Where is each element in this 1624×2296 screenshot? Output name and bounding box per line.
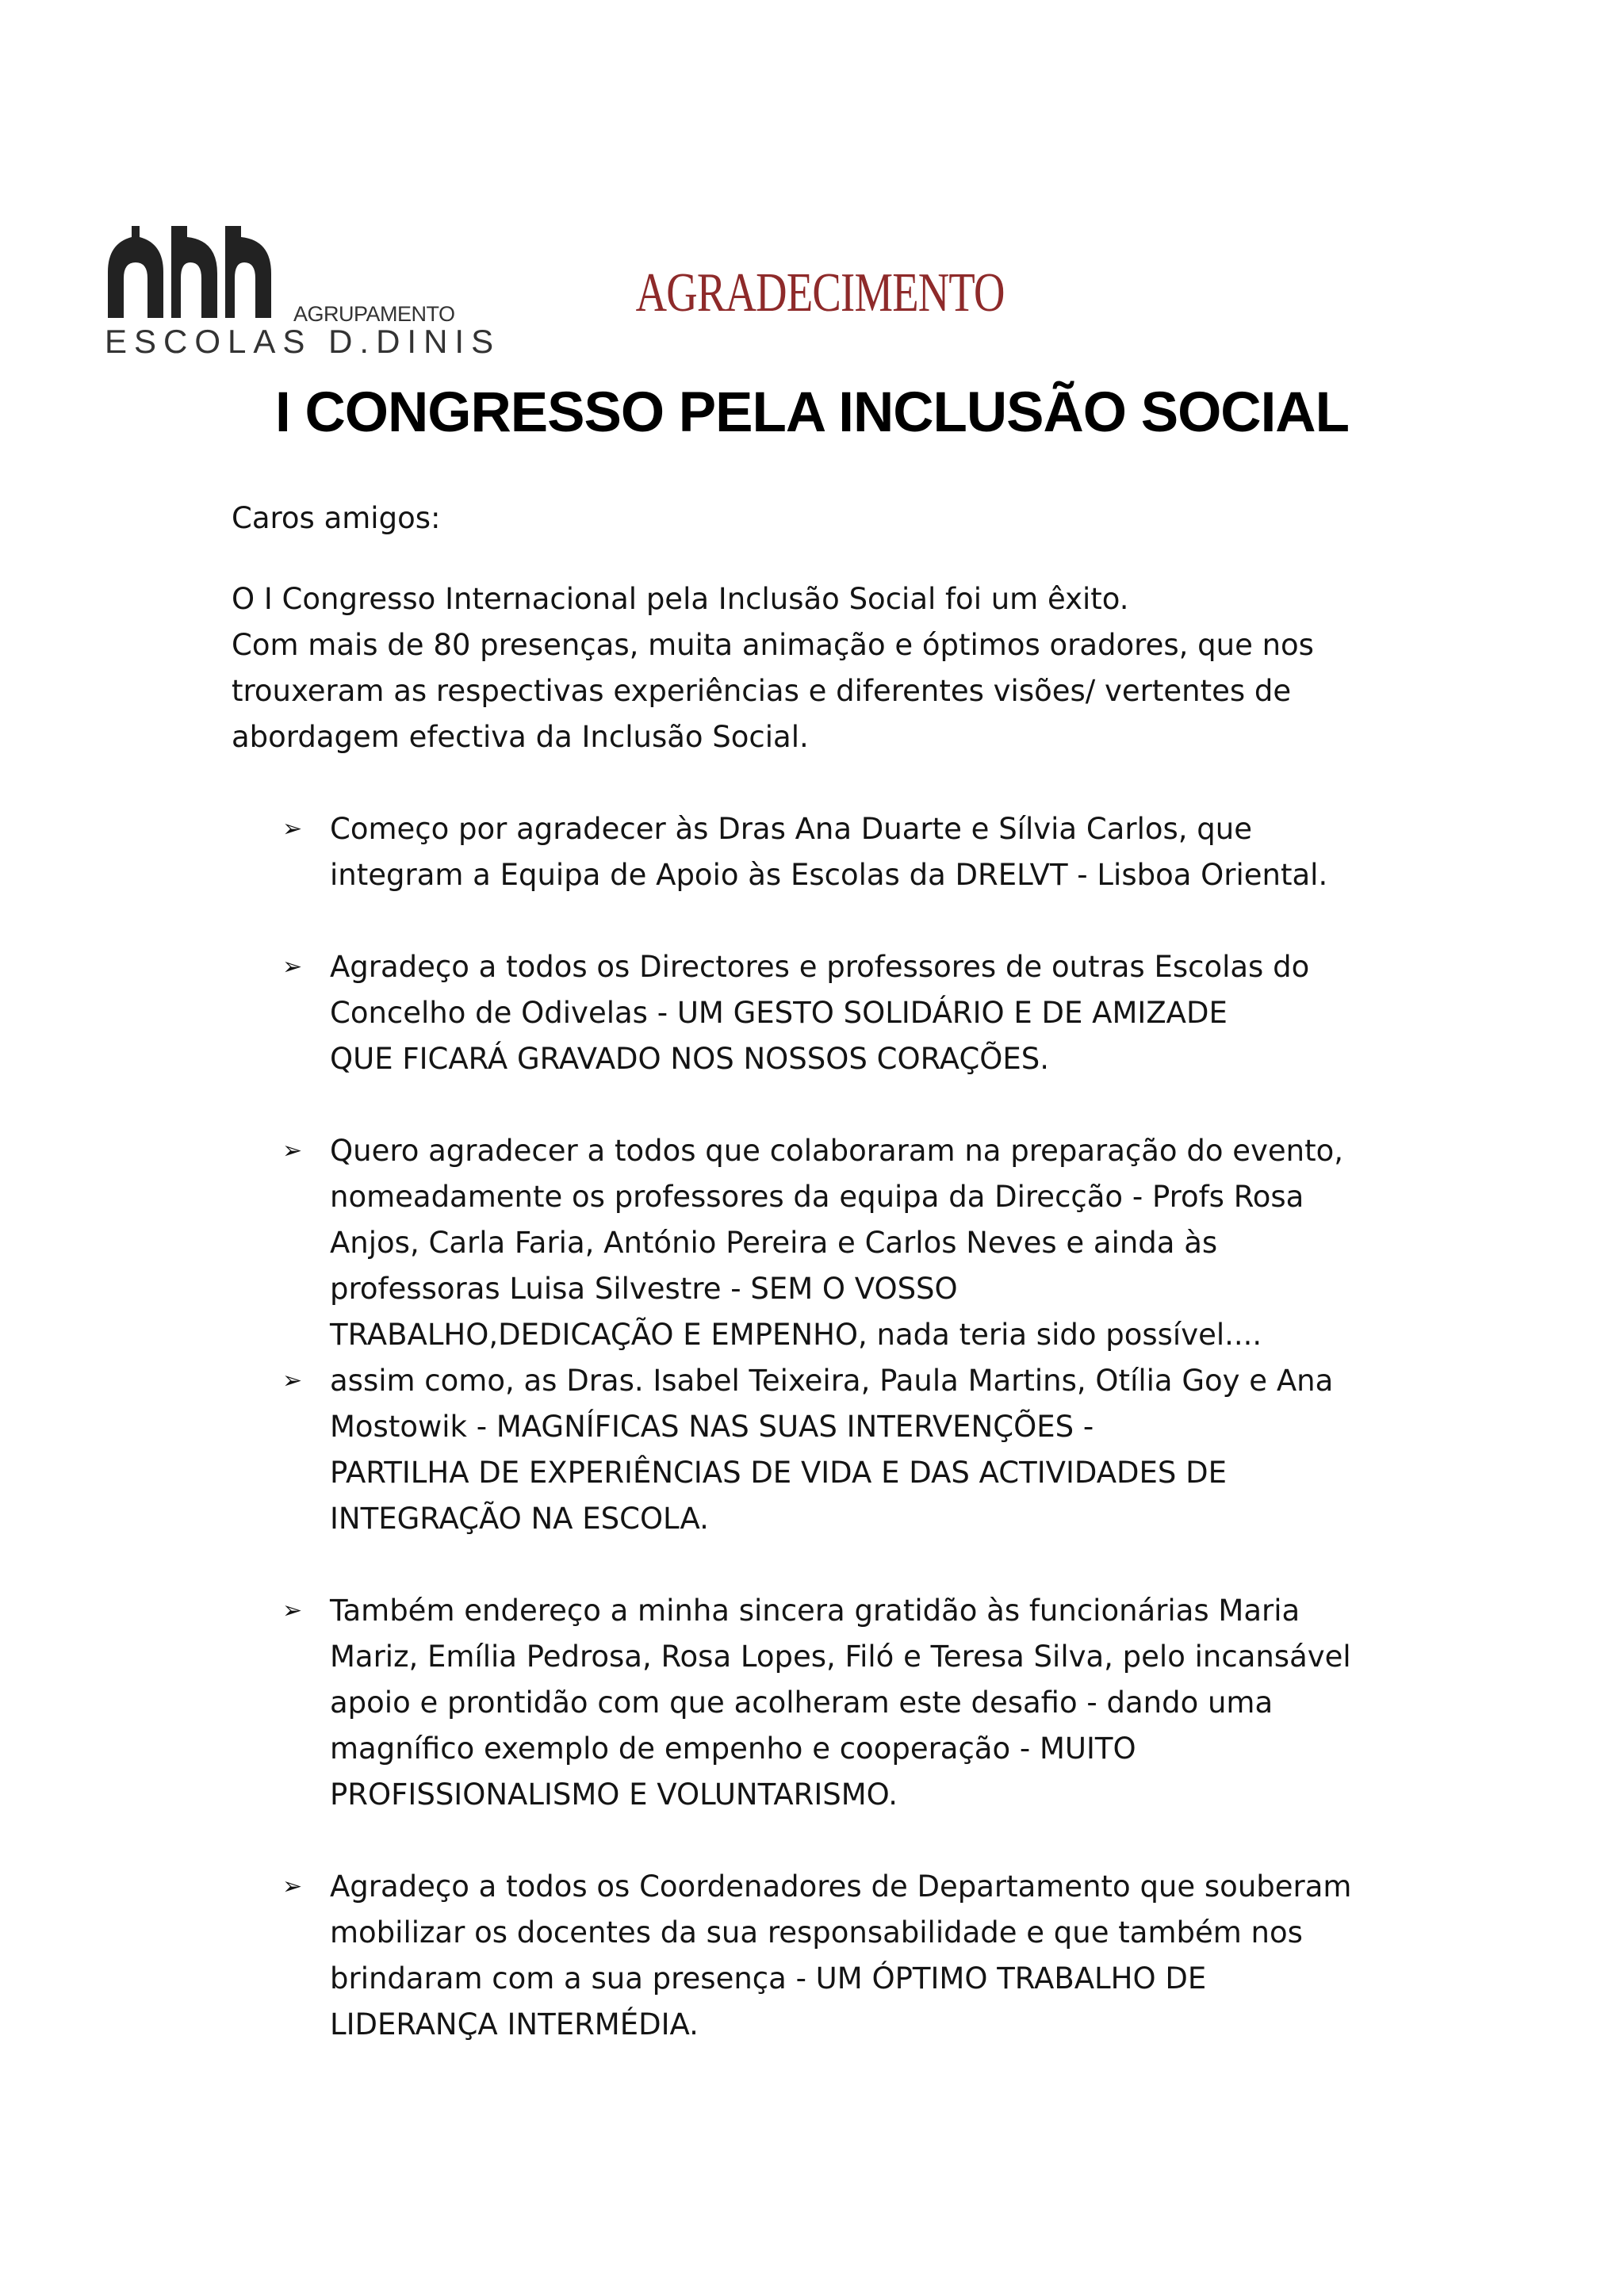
list-item-line: PROFISSIONALISMO E VOLUNTARISMO. xyxy=(330,1777,898,1812)
list-item xyxy=(232,944,1397,1082)
list-item-line: Mostowik - MAGNÍFICAS NAS SUAS INTERVENÇÕES - xyxy=(330,1410,1094,1444)
list-item-line: INTEGRAÇÃO NA ESCOLA. xyxy=(330,1502,709,1536)
list-item-line: assim como, as Dras. Isabel Teixeira, Paula Martins, Otília Goy e Ana xyxy=(330,1364,1334,1398)
list-item-line: TRABALHO,DEDICAÇÃO E EMPENHO, nada teria sido possível.... xyxy=(330,1318,1262,1352)
list-item-line: integram a Equipa de Apoio às Escolas da DRELVT - Lisboa Oriental. xyxy=(330,858,1328,892)
list-item xyxy=(232,1128,1397,1358)
intro-line: O I Congresso Internacional pela Inclusão Social foi um êxito. xyxy=(232,582,1129,616)
acknowledgement-list xyxy=(232,806,1397,2048)
list-item-line: Agradeço a todos os Coordenadores de Departamento que souberam xyxy=(330,1869,1352,1904)
arrow-bullet-icon: ➢ xyxy=(282,1873,303,1900)
heading-row xyxy=(0,262,1624,325)
intro-line: abordagem efectiva da Inclusão Social. xyxy=(232,720,809,754)
list-item-line: brindaram com a sua presença - UM ÓPTIMO TRABALHO DE xyxy=(330,1961,1207,1996)
list-item-line: nomeadamente os professores da equipa da Direcção - Profs Rosa xyxy=(330,1180,1304,1214)
list-item-line: Quero agradecer a todos que colaboraram na preparação do evento, xyxy=(330,1134,1343,1168)
arrow-bullet-icon: ➢ xyxy=(282,815,303,843)
arrow-bullet-icon: ➢ xyxy=(282,953,303,981)
list-item-line: Começo por agradecer às Dras Ana Duarte e Sílvia Carlos, que xyxy=(330,812,1252,846)
arrow-bullet-icon: ➢ xyxy=(282,1137,303,1165)
arrow-bullet-icon: ➢ xyxy=(282,1597,303,1624)
list-item xyxy=(232,806,1397,898)
list-item-line: LIDERANÇA INTERMÉDIA. xyxy=(330,2007,699,2042)
list-item-line: magnífico exemplo de empenho e cooperação - MUITO xyxy=(330,1732,1136,1766)
logo-escolas-text: ESCOLAS D.DINIS xyxy=(105,323,501,360)
salutation: Caros amigos: xyxy=(232,501,441,535)
intro-line: trouxeram as respectivas experiências e diferentes visões/ vertentes de xyxy=(232,674,1292,708)
page-title: I CONGRESSO PELA INCLUSÃO SOCIAL xyxy=(275,381,1349,444)
letter-body xyxy=(232,496,1397,2094)
list-item-line: apoio e prontidão com que acolheram este desafio - dando uma xyxy=(330,1686,1274,1720)
list-item-line: Concelho de Odivelas - UM GESTO SOLIDÁRIO E DE AMIZADE xyxy=(330,996,1228,1030)
list-item-line: Também endereço a minha sincera gratidão às funcionárias Maria xyxy=(330,1594,1300,1628)
intro-line: Com mais de 80 presenças, muita animação e óptimos oradores, que nos xyxy=(232,628,1314,662)
list-item xyxy=(232,1864,1397,2048)
intro-paragraph xyxy=(232,576,1397,760)
list-item-line: Mariz, Emília Pedrosa, Rosa Lopes, Filó e Teresa Silva, pelo incansável xyxy=(330,1640,1351,1674)
list-item-line: professoras Luisa Silvestre - SEM O VOSSO xyxy=(330,1272,958,1306)
list-item-line: PARTILHA DE EXPERIÊNCIAS DE VIDA E DAS ACTIVIDADES DE xyxy=(330,1456,1227,1490)
list-item-line: QUE FICARÁ GRAVADO NOS NOSSOS CORAÇÕES. xyxy=(330,1042,1050,1076)
list-item xyxy=(232,1588,1397,1818)
list-item xyxy=(232,1358,1397,1542)
logo-agrupamento-text: AGRUPAMENTO xyxy=(293,302,455,326)
agradecimento-heading: AGRADECIMENTO xyxy=(635,262,1005,323)
list-item-line: Anjos, Carla Faria, António Pereira e Carlos Neves e ainda às xyxy=(330,1226,1218,1260)
list-item-line: mobilizar os docentes da sua responsabilidade e que também nos xyxy=(330,1915,1303,1950)
arrow-bullet-icon: ➢ xyxy=(282,1367,303,1395)
list-item-line: Agradeço a todos os Directores e professores de outras Escolas do xyxy=(330,950,1310,984)
